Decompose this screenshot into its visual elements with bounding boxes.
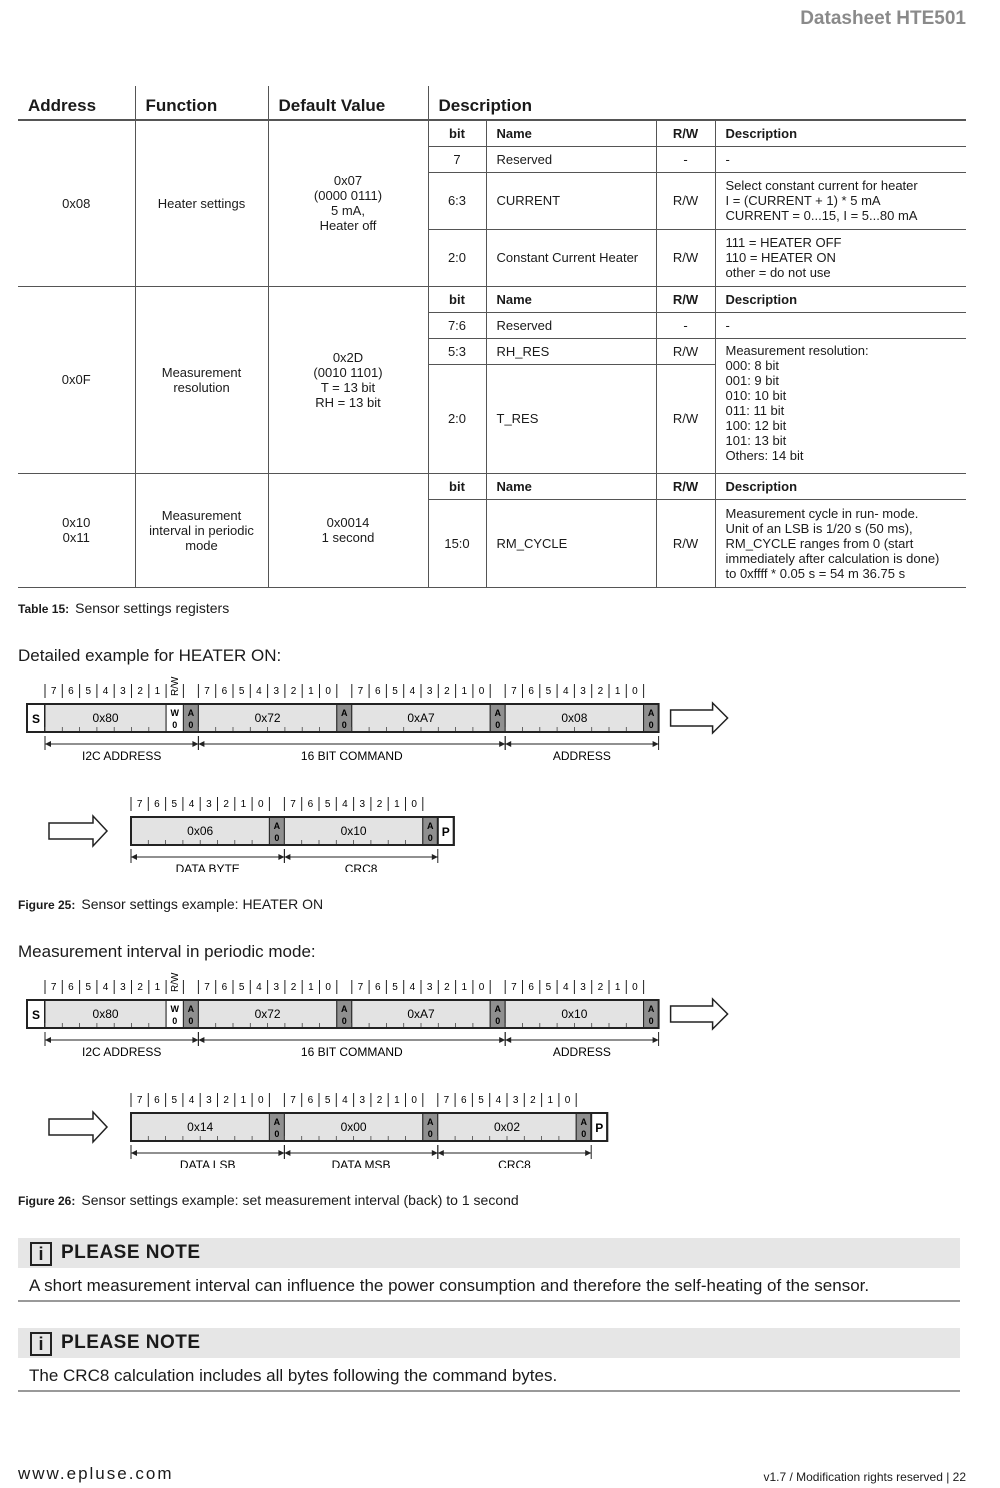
bit-label: 4 xyxy=(256,982,262,993)
address-cell: 0x0F xyxy=(18,286,135,473)
bit-label: 1 xyxy=(461,686,468,697)
bit-label: 4 xyxy=(562,686,569,697)
ack-value: 0 xyxy=(188,720,194,730)
bit-label: 1 xyxy=(614,982,621,993)
bit-label: 3 xyxy=(206,799,212,810)
bit-label: 1 xyxy=(461,982,468,993)
example-interval-heading: Measurement interval in periodic mode: xyxy=(18,942,316,961)
bit-label: 7 xyxy=(50,982,57,993)
byte-value: 0x72 xyxy=(254,711,281,725)
bit-label: 7 xyxy=(290,1095,296,1106)
bit-label: 2 xyxy=(376,1095,383,1106)
byte-value: 0x08 xyxy=(561,711,588,725)
table-caption: Table 15: Sensor settings registers xyxy=(18,600,230,616)
ack-label: A xyxy=(273,1117,281,1127)
dimension-arrowhead xyxy=(438,1150,444,1156)
bit-label: 5 xyxy=(392,686,398,697)
note-title: PLEASE NOTE xyxy=(61,1332,201,1353)
ack-value: 0 xyxy=(341,720,347,730)
ack-label: A xyxy=(187,708,195,718)
bit-label: 3 xyxy=(580,982,586,993)
dimension-arrowhead xyxy=(198,1037,204,1043)
bit-label: 1 xyxy=(240,1095,247,1106)
figure-26-caption: Figure 26: Sensor settings example: set measurement interval (back) to 1 second xyxy=(18,1192,519,1208)
bit-label: 2 xyxy=(530,1095,536,1106)
bit-label: 0 xyxy=(325,686,331,697)
bit-label: 2 xyxy=(444,686,450,697)
bit-label: 1 xyxy=(394,799,400,810)
bit-label: 0 xyxy=(411,1095,417,1106)
note-divider xyxy=(18,1300,960,1302)
bit-label: 5 xyxy=(238,982,245,993)
dimension-arrowhead xyxy=(131,854,137,860)
dimension-arrowhead xyxy=(505,1037,511,1043)
note-text: A short measurement interval can influence the power consumption and therefore the self-heating of the sensor. xyxy=(29,1276,870,1295)
continue-arrow-icon xyxy=(671,703,728,733)
group-label: DATA LSB xyxy=(179,1158,236,1168)
bit-label: 3 xyxy=(580,686,586,697)
ack-value: 0 xyxy=(495,1016,501,1026)
bit-label: 6 xyxy=(68,982,74,993)
ack-label: A xyxy=(494,708,501,718)
bit-label: 7 xyxy=(290,799,296,810)
bit-label: 4 xyxy=(188,1095,195,1106)
byte-value: 0xA7 xyxy=(407,711,435,725)
byte-value: 0x10 xyxy=(561,1007,588,1021)
bit-label: 1 xyxy=(308,982,314,993)
continue-arrow-icon xyxy=(49,816,107,846)
note-banner xyxy=(18,1238,960,1268)
bit-label: 5 xyxy=(392,982,398,993)
bit-label: 5 xyxy=(238,686,245,697)
group-label: I2C ADDRESS xyxy=(82,1045,162,1059)
byte-value: 0x72 xyxy=(254,1007,281,1021)
ack-value: 0 xyxy=(495,720,501,730)
function-cell: Measurement resolution xyxy=(135,286,268,473)
ack-value: 0 xyxy=(341,1016,347,1026)
info-icon: i xyxy=(30,1242,52,1266)
bit-label: 0 xyxy=(478,686,485,697)
ack-label: A xyxy=(647,708,655,718)
continue-arrow-icon xyxy=(49,1112,107,1142)
bit-label: 4 xyxy=(409,686,416,697)
bit-label: 7 xyxy=(443,1095,450,1106)
ack-label: A xyxy=(273,821,281,831)
bit-label: 3 xyxy=(426,686,433,697)
bit-label: 6 xyxy=(528,686,534,697)
bit-label: 0 xyxy=(632,686,638,697)
table-row: 0x10 0x11 Measurement interval in periodic mode 0x0014 1 second bit Name R/W Description xyxy=(18,473,966,499)
dimension-arrowhead xyxy=(432,854,438,860)
bit-label: 6 xyxy=(460,1095,467,1106)
bit-label: 7 xyxy=(511,686,517,697)
dimension-arrowhead xyxy=(198,741,204,747)
bit-label: 1 xyxy=(154,982,161,993)
bit-label: 6 xyxy=(374,982,381,993)
note-divider xyxy=(18,1390,960,1392)
address-cell: 0x08 xyxy=(18,120,135,286)
continue-arrow-icon xyxy=(671,999,728,1029)
bit-label: 3 xyxy=(426,982,433,993)
bit-label: 1 xyxy=(547,1095,554,1106)
bit-label: 2 xyxy=(137,686,143,697)
ack-label: A xyxy=(427,821,434,831)
bit-label: 4 xyxy=(256,686,262,697)
note-text: The CRC8 calculation includes all bytes following the command bytes. xyxy=(29,1366,558,1385)
start-label: S xyxy=(31,1008,41,1022)
table-row: 7 Reserved - - xyxy=(18,146,966,172)
example-heating-heading: Detailed example for HEATER ON: xyxy=(18,646,282,665)
dimension-arrowhead xyxy=(432,1150,438,1156)
ack-value: 0 xyxy=(648,720,654,730)
bit-label: 0 xyxy=(257,799,264,810)
dimension-arrowhead xyxy=(653,741,659,747)
bit-label: 3 xyxy=(206,1095,212,1106)
table-row: 6:3 CURRENT R/W Select constant current for heater I = (CURRENT + 1) * 5 mA CURRENT = 0...15, I = 5...80 mA xyxy=(18,172,966,229)
table-row: 5:3 RH_RES R/W Measurement resolution: 000: 8 bit 001: 9 bit 010: 10 bit 011: 11 bit 100: 12 bit 101: 13 bit Others: 14 bit xyxy=(18,338,966,364)
group-label: ADDRESS xyxy=(552,749,611,763)
dimension-arrowhead xyxy=(653,1037,659,1043)
bit-label: 2 xyxy=(290,982,297,993)
bit-label: 3 xyxy=(512,1095,519,1106)
address-cell: 0x10 0x11 xyxy=(18,473,135,587)
ack-label: A xyxy=(187,1004,195,1014)
group-label: CRC8 xyxy=(498,1158,531,1168)
interval-frame-diagram xyxy=(0,968,760,1168)
function-cell: Heater settings xyxy=(135,120,268,286)
bit-label: 2 xyxy=(223,1095,229,1106)
bit-label: 3 xyxy=(359,1095,366,1106)
ack-label: A xyxy=(580,1117,587,1127)
w-value: 0 xyxy=(172,1016,178,1026)
heater-on-frame-diagram xyxy=(0,672,760,872)
bit-label: 5 xyxy=(85,686,92,697)
bit-label: 5 xyxy=(478,1095,484,1106)
ack-value: 0 xyxy=(188,1016,194,1026)
group-label: 16 BIT COMMAND xyxy=(300,749,403,763)
register-table xyxy=(18,86,966,588)
bit-label: 3 xyxy=(120,982,126,993)
w-value: 0 xyxy=(172,720,178,730)
footer-version: v1.7 / Modification rights reserved | 22 xyxy=(763,1470,966,1484)
bit-label: 4 xyxy=(342,799,348,810)
bit-label: 4 xyxy=(188,799,195,810)
byte-value: 0x80 xyxy=(92,711,119,725)
col-description: Description xyxy=(428,86,966,120)
start-label: S xyxy=(31,712,41,726)
bit-label: 2 xyxy=(223,799,229,810)
bit-label: 6 xyxy=(154,799,160,810)
dimension-arrowhead xyxy=(284,1150,290,1156)
bit-label: 3 xyxy=(273,982,280,993)
bit-label: 7 xyxy=(357,982,364,993)
info-icon: i xyxy=(30,1332,52,1356)
w-label: W xyxy=(170,708,179,718)
col-address: Address xyxy=(18,86,135,120)
default-cell: 0x07 (0000 0111) 5 mA, Heater off xyxy=(268,120,428,286)
dimension-arrowhead xyxy=(45,1037,51,1043)
function-cell: Measurement interval in periodic mode xyxy=(135,473,268,587)
bit-label: 4 xyxy=(102,686,109,697)
ack-label: A xyxy=(427,1117,434,1127)
bit-label: 1 xyxy=(614,686,621,697)
bit-label: 2 xyxy=(290,686,297,697)
group-label: ADDRESS xyxy=(552,1045,611,1059)
bit-label: 2 xyxy=(597,686,604,697)
rw-label: R/W xyxy=(169,972,181,992)
dimension-arrowhead xyxy=(131,1150,137,1156)
figure-25-caption: Figure 25: Sensor settings example: HEATER ON xyxy=(18,896,324,912)
dimension-arrowhead xyxy=(499,1037,505,1043)
ack-value: 0 xyxy=(274,1129,280,1139)
bit-label: 0 xyxy=(257,1095,264,1106)
bit-label: 0 xyxy=(564,1095,571,1106)
dimension-arrowhead xyxy=(45,741,51,747)
bit-label: 1 xyxy=(308,686,314,697)
bit-label: 3 xyxy=(120,686,126,697)
ack-value: 0 xyxy=(648,1016,654,1026)
bit-label: 2 xyxy=(444,982,450,993)
byte-value: 0xA7 xyxy=(407,1007,435,1021)
bit-label: 1 xyxy=(240,799,247,810)
bit-label: 6 xyxy=(68,686,74,697)
byte-value: 0x00 xyxy=(340,1120,367,1134)
bit-label: 3 xyxy=(273,686,280,697)
dimension-arrowhead xyxy=(278,1150,284,1156)
bit-label: 6 xyxy=(307,799,314,810)
default-cell: 0x0014 1 second xyxy=(268,473,428,587)
table-row: 2:0 Constant Current Heater R/W 111 = HEATER OFF 110 = HEATER ON other = do not use xyxy=(18,229,966,286)
bit-label: 4 xyxy=(409,982,416,993)
group-label: 16 BIT COMMAND xyxy=(300,1045,403,1059)
bit-label: 7 xyxy=(204,982,210,993)
stop-label: P xyxy=(595,1121,604,1135)
resolution-desc: Measurement resolution: 000: 8 bit 001: 9 bit 010: 10 bit 011: 11 bit 100: 12 bit 101: 13 bit Others: 14 bit xyxy=(715,338,966,473)
bit-label: 0 xyxy=(411,799,417,810)
bit-label: 5 xyxy=(171,799,178,810)
bit-label: 5 xyxy=(85,982,92,993)
bit-label: 7 xyxy=(136,1095,143,1106)
bit-label: 2 xyxy=(376,799,383,810)
col-function: Function xyxy=(135,86,268,120)
rw-label: R/W xyxy=(169,676,181,696)
byte-value: 0x06 xyxy=(187,824,214,838)
ack-value: 0 xyxy=(581,1129,587,1139)
byte-value: 0x10 xyxy=(340,824,367,838)
bit-label: 5 xyxy=(324,1095,331,1106)
website-link[interactable]: www.epluse.com xyxy=(18,1464,174,1483)
w-label: W xyxy=(170,1004,179,1014)
bit-label: 1 xyxy=(154,686,161,697)
ack-value: 0 xyxy=(427,833,433,843)
bit-label: 6 xyxy=(528,982,534,993)
bit-label: 6 xyxy=(374,686,381,697)
bit-label: 7 xyxy=(50,686,57,697)
table-row: 0x0F Measurement resolution 0x2D (0010 1101) T = 13 bit RH = 13 bit bit Name R/W Description xyxy=(18,286,966,312)
table-row: 0x08 Heater settings 0x07 (0000 0111) 5 mA, Heater off bit Name R/W Description xyxy=(18,120,966,146)
bit-label: 2 xyxy=(137,982,143,993)
bit-label: 4 xyxy=(342,1095,348,1106)
byte-value: 0x14 xyxy=(187,1120,214,1134)
bit-label: 6 xyxy=(221,686,228,697)
dimension-arrowhead xyxy=(585,1150,591,1156)
bit-label: 5 xyxy=(324,799,331,810)
document-title: Datasheet HTE501 xyxy=(800,8,966,29)
bit-label: 1 xyxy=(394,1095,400,1106)
bit-label: 3 xyxy=(359,799,366,810)
bit-label: 0 xyxy=(632,982,638,993)
bit-label: 6 xyxy=(154,1095,160,1106)
bit-label: 7 xyxy=(357,686,364,697)
bit-label: 0 xyxy=(325,982,331,993)
group-label: CRC8 xyxy=(344,862,378,872)
dimension-arrowhead xyxy=(499,741,505,747)
ack-label: A xyxy=(494,1004,501,1014)
stop-label: P xyxy=(441,825,450,839)
bit-label: 7 xyxy=(511,982,517,993)
bit-label: 4 xyxy=(495,1095,502,1106)
bit-label: 7 xyxy=(136,799,143,810)
bit-label: 4 xyxy=(102,982,109,993)
col-default: Default Value xyxy=(268,86,428,120)
bit-label: 5 xyxy=(545,686,552,697)
bit-label: 6 xyxy=(307,1095,314,1106)
bit-label: 5 xyxy=(545,982,552,993)
dimension-arrowhead xyxy=(505,741,511,747)
table-row: 7:6 Reserved - - xyxy=(18,312,966,338)
dimension-arrowhead xyxy=(278,854,284,860)
ack-value: 0 xyxy=(427,1129,433,1139)
bit-label: 0 xyxy=(478,982,485,993)
bit-label: 5 xyxy=(171,1095,178,1106)
dimension-arrowhead xyxy=(192,1037,198,1043)
ack-label: A xyxy=(341,1004,348,1014)
bit-label: 4 xyxy=(562,982,569,993)
ack-label: A xyxy=(341,708,348,718)
default-cell: 0x2D (0010 1101) T = 13 bit RH = 13 bit xyxy=(268,286,428,473)
table-row: 15:0 RM_CYCLE R/W Measurement cycle in run- mode. Unit of an LSB is 1/20 s (50 ms), RM_CYCLE ranges from 0 (start immediately after calculation is done) to 0xffff * 0.05 s = 54 m 36.75 s xyxy=(18,499,966,587)
table-row: 2:0 T_RES R/W xyxy=(18,364,966,473)
note-banner xyxy=(18,1328,960,1358)
note-title: PLEASE NOTE xyxy=(61,1242,201,1263)
group-label: DATA BYTE xyxy=(175,862,240,872)
byte-value: 0x80 xyxy=(92,1007,119,1021)
ack-label: A xyxy=(647,1004,655,1014)
bit-label: 7 xyxy=(204,686,210,697)
bit-label: 2 xyxy=(597,982,604,993)
bit-label: 6 xyxy=(221,982,228,993)
dimension-arrowhead xyxy=(192,741,198,747)
dimension-arrowhead xyxy=(284,854,290,860)
group-label: DATA MSB xyxy=(331,1158,391,1168)
group-label: I2C ADDRESS xyxy=(82,749,162,763)
ack-value: 0 xyxy=(274,833,280,843)
byte-value: 0x02 xyxy=(493,1120,521,1134)
